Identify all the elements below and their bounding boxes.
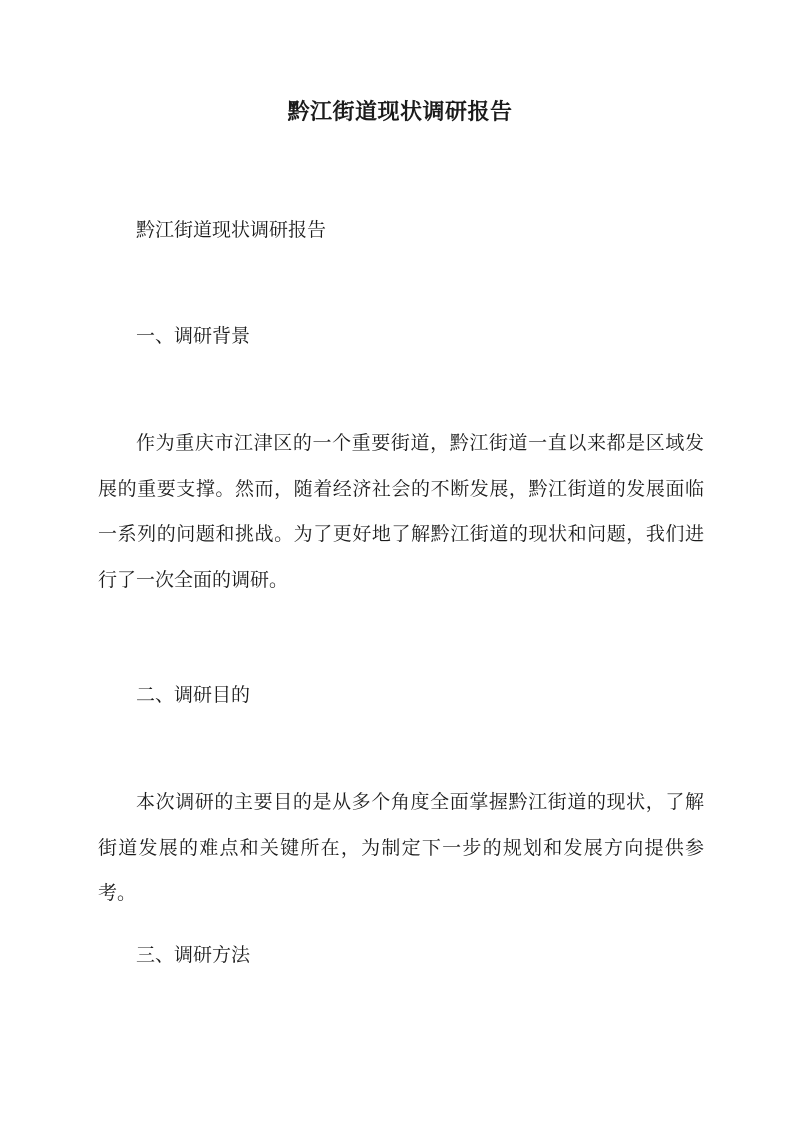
document-subtitle: 黔江街道现状调研报告 bbox=[136, 219, 327, 241]
section-heading-method: 三、调研方法 bbox=[136, 944, 251, 966]
section-paragraph-purpose: 本次调研的主要目的是从多个角度全面掌握黔江街道的现状，了解街道发展的难点和关键所在，为制定下一步的规划和发展方向提供参考。 bbox=[98, 791, 704, 904]
document-title: 黔江街道现状调研报告 bbox=[287, 99, 513, 125]
section-heading-purpose: 二、调研目的 bbox=[136, 684, 251, 706]
section-heading-background: 一、调研背景 bbox=[136, 325, 251, 347]
section-paragraph-background: 作为重庆市江津区的一个重要街道，黔江街道一直以来都是区域发展的重要支撑。然而，随着经济社会的不断发展，黔江街道的发展面临一系列的问题和挑战。为了更好地了解黔江街道的现状和问题，我们进行了一次全面的调研。 bbox=[98, 432, 704, 591]
